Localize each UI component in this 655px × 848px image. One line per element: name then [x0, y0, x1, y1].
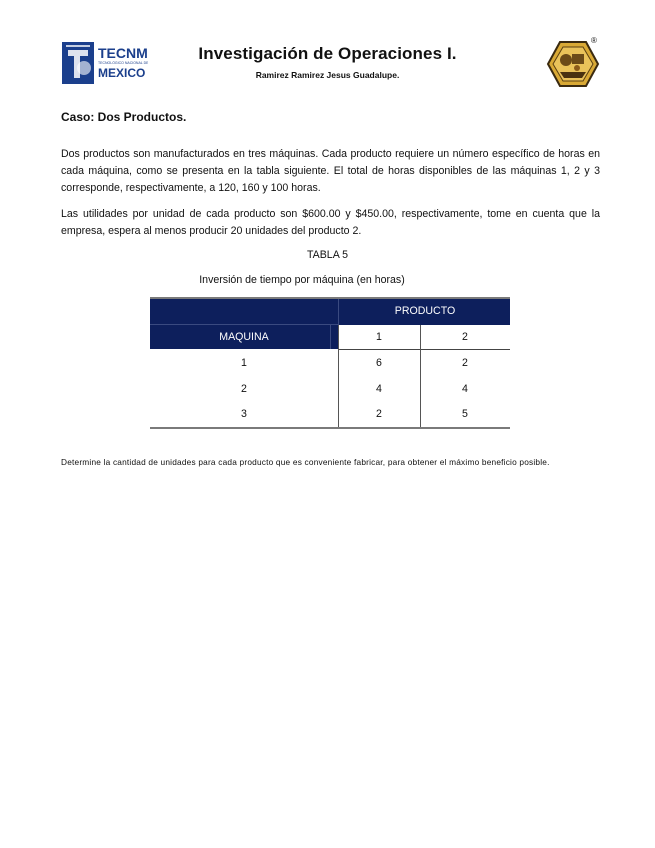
table-subcaption: Inversión de tiempo por máquina (en horas)	[199, 274, 405, 286]
table-cell: 3	[241, 408, 247, 420]
header-underline	[338, 349, 510, 350]
registered-mark: ®	[591, 36, 597, 45]
header-product-1: 1	[376, 331, 382, 343]
table-cell: 2	[462, 357, 468, 369]
tecnm-logo-subtitle: MEXICO	[98, 66, 146, 80]
table-cell: 6	[376, 357, 382, 369]
table-cell: 4	[462, 383, 468, 395]
table-cell: 2	[376, 408, 382, 420]
tecnm-logo-name: TECNM	[98, 45, 148, 61]
case-heading: Caso: Dos Productos.	[61, 110, 187, 124]
table-caption: TABLA 5	[306, 249, 349, 261]
table-bottom-rule	[150, 427, 510, 429]
table-cell: 5	[462, 408, 468, 420]
task-note: Determine la cantidad de unidades para cada producto que es conveniente fabricar, para obtener el máximo beneficio posible.	[61, 457, 550, 467]
document-title: Investigación de Operaciones I.	[198, 44, 457, 63]
paragraph-1: Dos productos son manufacturados en tres máquinas. Cada producto requiere un número específico de horas en cada máquina, como se presenta en la tabla siguiente. El total de horas disponibles de las máquinas 1, 2 y 3 corresponde, respectivamente, a 120, 160 y 100 horas.	[61, 148, 600, 194]
table-cell: 2	[241, 383, 247, 395]
paragraph-2: Las utilidades por unidad de cada producto son $600.00 y $450.00, respectivamente, tome en cuenta que la empresa, espera al menos producir 20 unidades del producto 2.	[61, 208, 600, 237]
header-maquina: MAQUINA	[219, 331, 269, 343]
table-cell: 1	[241, 357, 247, 369]
header-product-2: 2	[462, 331, 468, 343]
header-producto: PRODUCTO	[394, 305, 456, 317]
document-author: Ramirez Ramirez Jesus Guadalupe.	[255, 70, 400, 80]
table-cell: 4	[376, 383, 382, 395]
tecnm-logo-tagline: TECNOLÓGICO NACIONAL DE	[98, 61, 148, 65]
